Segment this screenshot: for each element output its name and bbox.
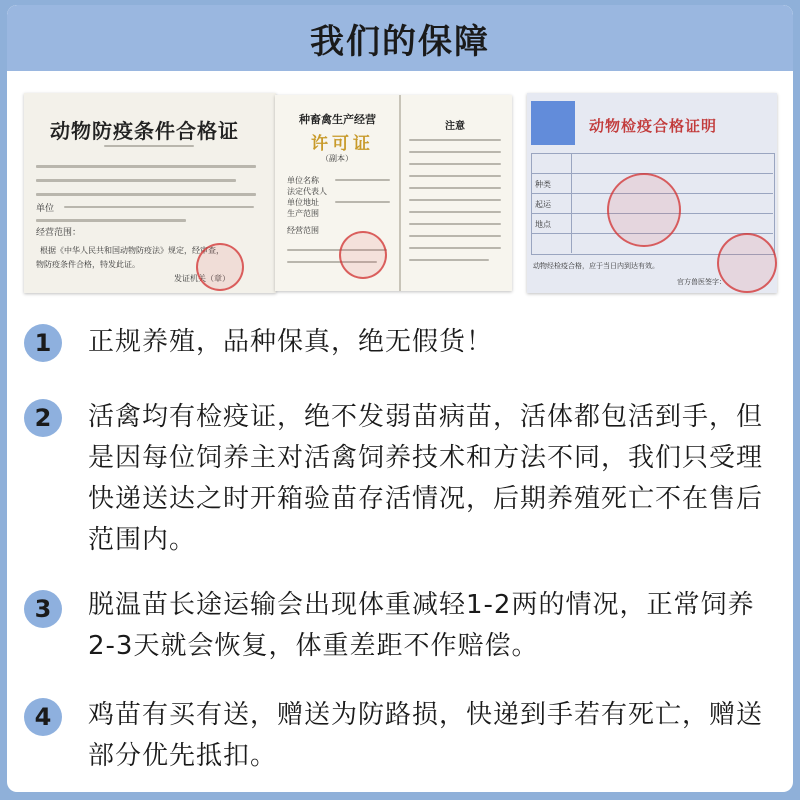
- certificate-note: 动物经检疫合格，应于当日内到达有效。: [533, 262, 659, 270]
- red-stamp: [717, 233, 777, 293]
- field-label: 法定代表人: [287, 187, 327, 196]
- red-stamp: [339, 231, 387, 279]
- certificate-title: 种畜禽生产经营: [299, 113, 376, 126]
- field-label: 生产范围: [287, 209, 319, 218]
- red-stamp: [196, 243, 244, 291]
- certificate-title: 动物防疫条件合格证: [50, 119, 239, 143]
- certificate-breeding-license: [275, 95, 512, 291]
- certificate-label: 单位: [36, 204, 55, 214]
- certificates-row: [7, 93, 793, 303]
- field-label: 起运: [535, 200, 551, 209]
- certificate-sign: 官方兽医签字：: [677, 278, 726, 286]
- certificate-label: 经营范围：: [36, 228, 82, 238]
- certificate-body: 根据《中华人民共和国动物防疫法》规定，经审查，: [40, 246, 224, 255]
- qr-code-icon: [531, 101, 575, 145]
- guarantee-text: 鸡苗有买有送，赠送为防路损，快递到手若有死亡，赠送部分优先抵扣。: [88, 700, 764, 771]
- certificate-body: 物防疫条件合格，特发此证。: [36, 260, 140, 269]
- guarantee-text: 脱温苗长途运输会出现体重减轻1-2两的情况，正常饲养2-3天就会恢复，体重差距不作赔偿。: [88, 590, 755, 661]
- field-label: 地点: [535, 220, 551, 229]
- field-label: 单位地址: [287, 198, 319, 207]
- notice-title: 注意: [445, 121, 465, 132]
- number-badge: 4: [24, 698, 62, 736]
- field-label: 种类: [535, 180, 551, 189]
- certificate-issuer: 发证机关（章）: [174, 274, 230, 283]
- guarantee-card: [7, 5, 793, 792]
- red-stamp: [607, 173, 681, 247]
- guarantee-text: 正规养殖，品种保真，绝无假货！: [88, 327, 494, 357]
- field-label: 经营范围: [287, 226, 319, 235]
- certificate-subtitle: （副本）: [321, 154, 353, 163]
- certificate-animal-epidemic-prevention: [24, 93, 276, 293]
- number-badge: 2: [24, 399, 62, 437]
- page-title: 我们的保障: [310, 21, 490, 62]
- certificate-quarantine-pass: [527, 93, 777, 293]
- field-label: 单位名称: [287, 176, 319, 185]
- number-badge: 1: [24, 324, 62, 362]
- header-bar: [7, 5, 793, 71]
- certificate-title: 动物检疫合格证明: [589, 117, 718, 135]
- guarantee-text: 活禽均有检疫证，绝不发弱苗病苗，活体都包活到手，但是因每位饲养主对活禽饲养技术和方法不同，我们只受理快递送达之时开箱验苗存活情况，后期养殖死亡不在售后范围内。: [88, 402, 764, 555]
- number-badge: 3: [24, 590, 62, 628]
- certificate-title-main: 许可证: [311, 134, 374, 154]
